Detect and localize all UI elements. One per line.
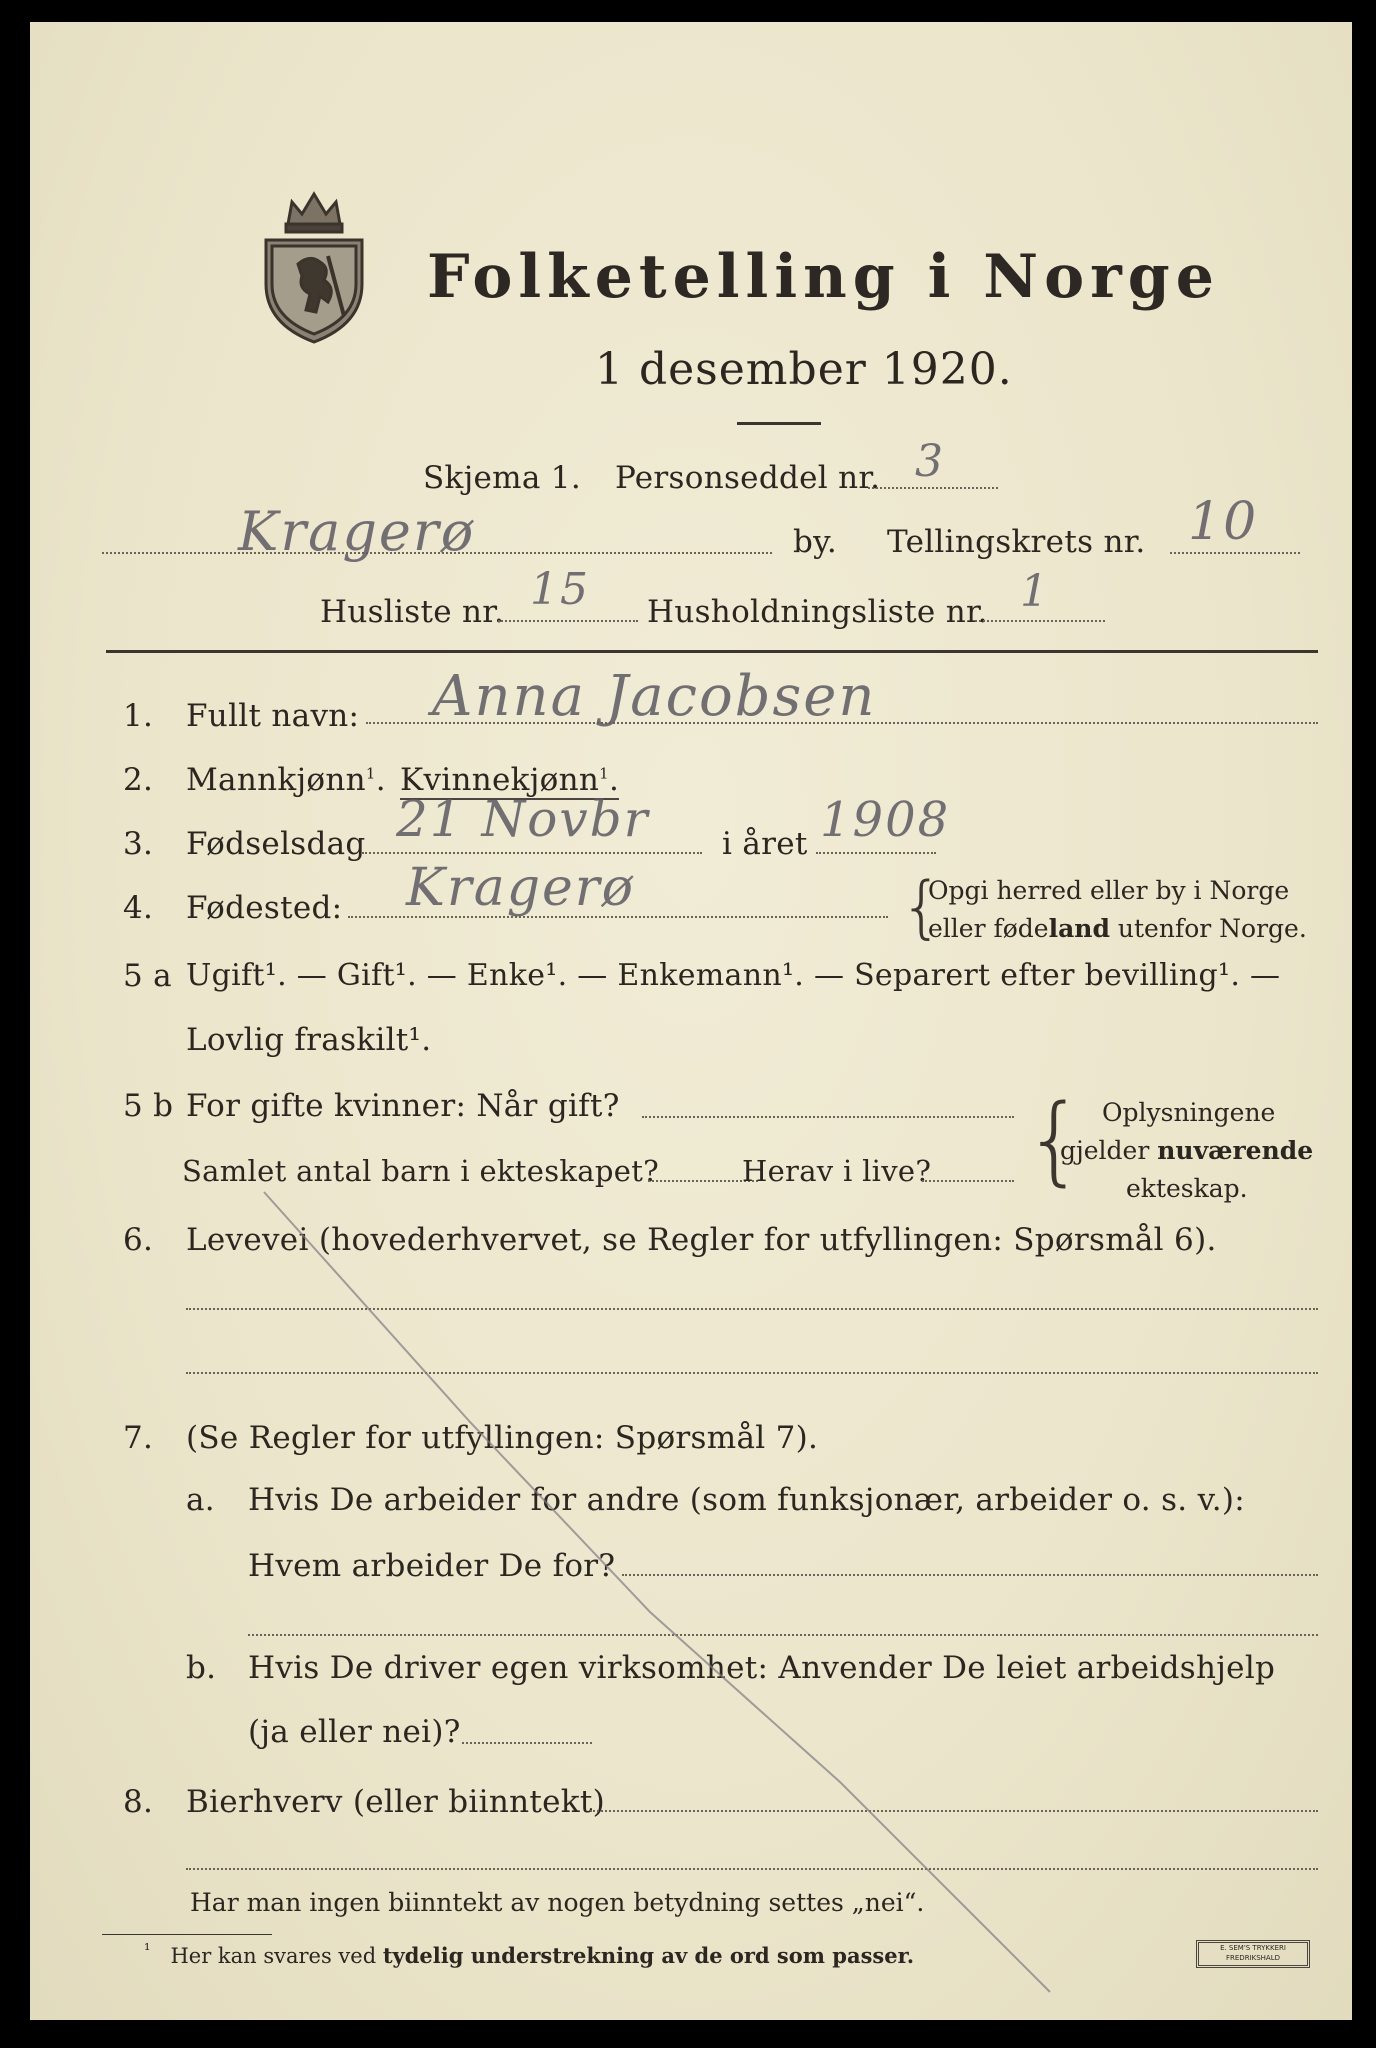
occupation-field-2[interactable] — [186, 1372, 1318, 1374]
q5b-married-label: For gifte kvinner: Når gift? — [186, 1088, 620, 1124]
printer-stamp — [1196, 1940, 1310, 1968]
q4-brace: { — [900, 868, 944, 947]
tellingskrets-value: 10 — [1188, 492, 1259, 552]
q7b-question: Hvis De driver egen virksomhet: Anvender De leiet arbeidshjelp — [248, 1650, 1276, 1686]
q6-number: 6. — [123, 1222, 154, 1258]
form-title: Folketelling i Norge — [427, 242, 1220, 312]
q5b-note-2a: gjelder — [1060, 1136, 1158, 1165]
q3-year-label: i året — [722, 826, 808, 862]
q8-note: Har man ingen biinntekt av nogen betydning settes „nei“. — [190, 1888, 925, 1917]
birth-year-value: 1908 — [820, 792, 951, 848]
q6-label: Levevei (hovederhvervet, se Regler for utfyllingen: Spørsmål 6). — [186, 1222, 1217, 1258]
census-form — [30, 22, 1352, 2020]
q3-label: Fødselsdag — [186, 826, 366, 862]
tellingskrets-field[interactable] — [1170, 552, 1300, 554]
q2-female-label: Kvinnekjønn — [400, 762, 600, 798]
q4-number: 4. — [123, 890, 154, 926]
footnote-divider — [102, 1934, 272, 1935]
employer-field-2[interactable] — [248, 1634, 1318, 1636]
personseddel-field[interactable] — [868, 487, 998, 489]
q5b-note-line3: ekteskap. — [1126, 1174, 1248, 1203]
q5a-options[interactable]: Ugift¹. — Gift¹. — Enke¹. — Enkemann¹. — Separert efter bevilling¹. — — [186, 958, 1281, 993]
printer-line2: FREDRIKSHALD — [1225, 1954, 1280, 1962]
footnote-text-a: Her kan svares ved — [170, 1944, 383, 1968]
married-date-field[interactable] — [642, 1116, 1014, 1118]
diagonal-pencil-line — [30, 22, 1352, 2020]
birth-year-field[interactable] — [816, 852, 936, 854]
census-date: 1 desember 1920. — [595, 344, 1013, 395]
q7-label: (Se Regler for utfyllingen: Spørsmål 7). — [186, 1420, 819, 1456]
birthday-value: 21 Novbr — [396, 790, 650, 848]
q1-number: 1. — [123, 698, 154, 734]
q8-number: 8. — [123, 1784, 154, 1820]
q4-label: Fødested: — [186, 890, 343, 926]
printer-line1: E. SEM'S TRYKKERI — [1220, 1944, 1286, 1952]
side-income-field-2[interactable] — [186, 1868, 1318, 1870]
personseddel-value: 3 — [915, 436, 945, 487]
footnote-mark: ¹ — [144, 1940, 151, 1959]
birthday-field[interactable] — [362, 852, 702, 854]
occupation-field-1[interactable] — [186, 1308, 1318, 1310]
husliste-value: 15 — [530, 564, 590, 615]
footnote — [144, 1940, 914, 1968]
q7b-yesno-label: (ja eller nei)? — [248, 1714, 461, 1750]
q7a-employer-label: Hvem arbeider De for? — [248, 1548, 616, 1584]
q4-note-b: land — [1048, 914, 1110, 943]
tellingskrets-label: Tellingskrets nr. — [887, 524, 1146, 560]
q5b-alive-label: Herav i live? — [742, 1154, 932, 1188]
q5b-children-label: Samlet antal barn i ekteskapet? — [182, 1154, 659, 1188]
q8-label: Bierhverv (eller biinntekt) — [186, 1784, 606, 1820]
q5b-brace: { — [1024, 1084, 1086, 1196]
husholdningsliste-label: Husholdningsliste nr. — [647, 594, 988, 630]
q2-female-option[interactable]: Kvinnekjønn$^1$. — [400, 762, 620, 798]
full-name-value: Anna Jacobsen — [432, 664, 877, 729]
q4-note-line1: Opgi herred eller by i Norge — [928, 876, 1290, 905]
q5b-note-line1: Oplysningene — [1102, 1098, 1276, 1127]
q5a-options-cont[interactable]: Lovlig fraskilt¹. — [186, 1022, 432, 1058]
q5b-number: 5 b — [123, 1088, 174, 1124]
q7b-letter: b. — [186, 1650, 217, 1686]
husliste-field[interactable] — [498, 620, 638, 622]
q5a-number: 5 a — [123, 958, 172, 994]
q7a-question: Hvis De arbeider for andre (som funksjonær, arbeider o. s. v.): — [248, 1482, 1246, 1518]
by-label: by. — [793, 524, 837, 560]
q1-label: Fullt navn: — [186, 698, 360, 734]
q7-number: 7. — [123, 1420, 154, 1456]
footnote-text-b: tydelig understrekning av de ord som passer. — [382, 1943, 915, 1968]
husholdningsliste-field[interactable] — [975, 620, 1105, 622]
hired-help-field[interactable] — [462, 1742, 592, 1744]
q3-number: 3. — [123, 826, 154, 862]
side-income-field[interactable] — [590, 1810, 1318, 1812]
q5b-note-2b: nuværende — [1157, 1136, 1314, 1165]
title-divider — [737, 422, 821, 425]
husliste-label: Husliste nr. — [320, 594, 505, 630]
q5b-note-line2 — [1060, 1136, 1313, 1165]
skjema-label: Skjema 1. — [423, 460, 581, 496]
birthplace-value: Kragerø — [406, 858, 635, 918]
header-divider — [106, 650, 1318, 653]
children-alive-field[interactable] — [922, 1180, 1014, 1182]
personseddel-label: Personseddel nr. — [615, 460, 881, 496]
employer-field[interactable] — [622, 1574, 1318, 1576]
q7a-letter: a. — [186, 1482, 215, 1518]
q4-note-line2 — [928, 914, 1307, 943]
norwegian-coat-of-arms-icon — [258, 184, 370, 346]
q2-number: 2. — [123, 762, 154, 798]
q4-note-a: eller føde — [928, 914, 1049, 943]
place-value: Kragerø — [238, 500, 476, 563]
q2-male-option[interactable]: Mannkjønn$^1$. — [186, 762, 386, 798]
q4-note-c: utenfor Norge. — [1109, 914, 1307, 943]
husholdningsliste-value: 1 — [1020, 566, 1050, 617]
q2-male-label: Mannkjønn — [186, 762, 366, 798]
